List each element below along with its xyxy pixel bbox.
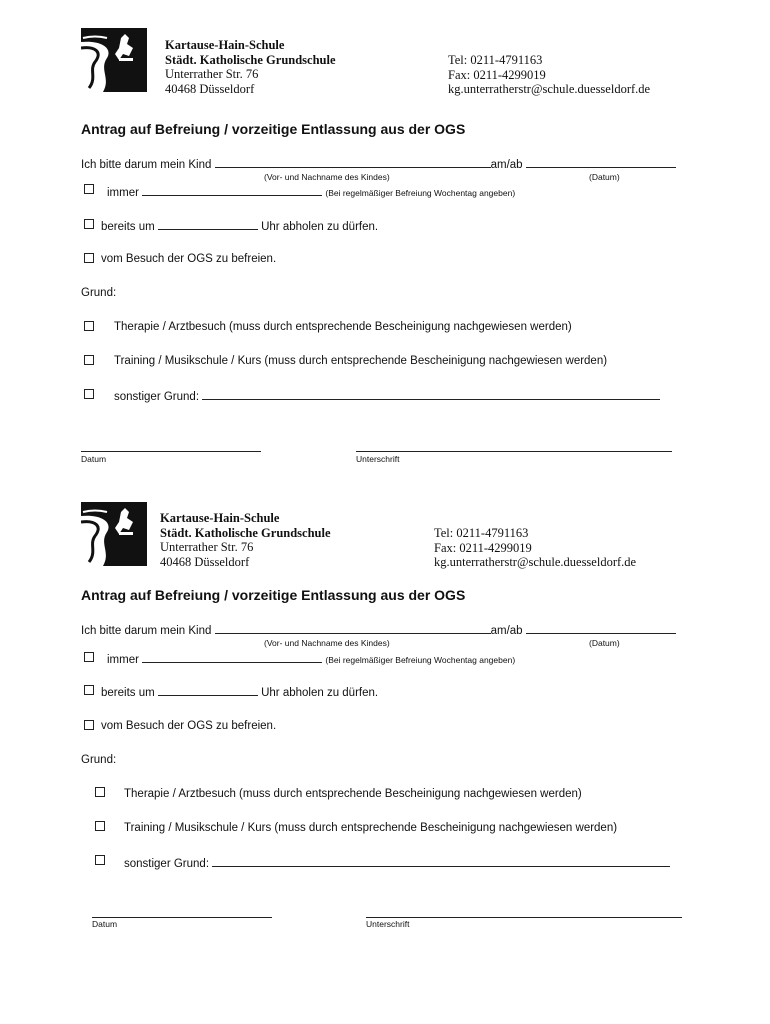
- date-signature-line[interactable]: [81, 451, 261, 452]
- school-email[interactable]: kg.unterratherstr@schule.duesseldorf.de: [448, 82, 651, 97]
- checkbox-reason-training[interactable]: [95, 821, 105, 831]
- school-street: Unterrather Str. 76: [165, 67, 259, 82]
- form-title: Antrag auf Befreiung / vorzeitige Entlassung aus der OGS: [81, 121, 466, 137]
- checkbox-reason-other[interactable]: [95, 855, 105, 865]
- school-street: Unterrather Str. 76: [160, 540, 254, 555]
- hint-date: (Datum): [589, 638, 620, 648]
- checkbox-always[interactable]: [84, 184, 94, 194]
- reason-other: [124, 856, 670, 870]
- reason-label: Grund:: [81, 287, 117, 299]
- child-name-field[interactable]: [215, 157, 491, 168]
- reason-other-label: sonstiger Grund:: [114, 391, 200, 403]
- reason-therapy: Therapie / Arztbesuch (muss durch entsprechende Bescheinigung nachgewiesen werden): [124, 788, 582, 800]
- request-amab: am/ab: [490, 159, 523, 171]
- request-prefix: Ich bitte darum mein Kind: [81, 625, 212, 637]
- hint-child-name: (Vor- und Nachname des Kindes): [264, 172, 390, 182]
- school-contact: [448, 53, 650, 97]
- checkbox-pickup[interactable]: [84, 219, 94, 229]
- option-always: [107, 185, 515, 199]
- reason-label: Grund:: [81, 754, 117, 766]
- option-always-label: immer: [107, 187, 139, 199]
- school-fax: Fax: 0211-4299019: [448, 67, 546, 82]
- checkbox-reason-other[interactable]: [84, 389, 94, 399]
- school-tel: Tel: 0211-4791163: [434, 526, 529, 540]
- application-form-2: [0, 470, 770, 940]
- option-pickup: [101, 685, 378, 699]
- pickup-time-field[interactable]: [158, 219, 258, 230]
- date-signature-line[interactable]: [92, 917, 272, 918]
- date-signature-label: Datum: [92, 919, 118, 929]
- option-pickup-suffix: Uhr abholen zu dürfen.: [261, 221, 379, 233]
- form-title: Antrag auf Befreiung / vorzeitige Entlassung aus der OGS: [81, 587, 466, 603]
- option-exempt: vom Besuch der OGS zu befreien.: [101, 720, 277, 732]
- other-reason-field[interactable]: [202, 389, 660, 400]
- school-city: 40468 Düsseldorf: [165, 81, 255, 96]
- school-name: Kartause-Hain-Schule: [165, 38, 285, 52]
- checkbox-exempt[interactable]: [84, 720, 94, 730]
- weekday-field[interactable]: [142, 652, 322, 663]
- signature-label: Unterschrift: [366, 919, 410, 929]
- school-email[interactable]: kg.unterratherstr@schule.duesseldorf.de: [434, 555, 637, 570]
- option-exempt: vom Besuch der OGS zu befreien.: [101, 253, 277, 265]
- reason-other-label: sonstiger Grund:: [124, 858, 210, 870]
- reason-therapy: Therapie / Arztbesuch (muss durch entsprechende Bescheinigung nachgewiesen werden): [114, 321, 572, 333]
- request-amab: am/ab: [490, 625, 523, 637]
- weekday-field[interactable]: [142, 185, 322, 196]
- date-field[interactable]: [526, 623, 676, 634]
- option-always: [107, 652, 515, 666]
- school-type: Städt. Katholische Grundschule: [160, 525, 331, 540]
- option-pickup-prefix: bereits um: [101, 221, 155, 233]
- request-prefix: Ich bitte darum mein Kind: [81, 159, 212, 171]
- option-pickup-prefix: bereits um: [101, 687, 155, 699]
- reason-training: Training / Musikschule / Kurs (muss durch entsprechende Bescheinigung nachgewiesen werden): [124, 822, 618, 834]
- hint-weekday: (Bei regelmäßiger Befreiung Wochentag angeben): [325, 655, 516, 665]
- checkbox-always[interactable]: [84, 652, 94, 662]
- school-address: [165, 38, 336, 96]
- signature-line[interactable]: [356, 451, 672, 452]
- school-fax: Fax: 0211-4299019: [434, 540, 532, 555]
- option-pickup: [101, 219, 378, 233]
- checkbox-reason-therapy[interactable]: [84, 321, 94, 331]
- checkbox-reason-therapy[interactable]: [95, 787, 105, 797]
- school-type: Städt. Katholische Grundschule: [165, 52, 336, 67]
- child-name-field[interactable]: [215, 623, 491, 634]
- date-field[interactable]: [526, 157, 676, 168]
- other-reason-field[interactable]: [212, 856, 670, 867]
- school-logo-icon: [81, 28, 147, 92]
- checkbox-reason-training[interactable]: [84, 355, 94, 365]
- signature-line[interactable]: [366, 917, 682, 918]
- school-address: [160, 511, 331, 569]
- hint-date: (Datum): [589, 172, 620, 182]
- checkbox-exempt[interactable]: [84, 253, 94, 263]
- signature-label: Unterschrift: [356, 454, 400, 464]
- school-logo-icon: [81, 502, 147, 566]
- school-city: 40468 Düsseldorf: [160, 554, 250, 569]
- date-signature-label: Datum: [81, 454, 107, 464]
- request-line: [81, 623, 676, 637]
- application-form-1: [0, 0, 770, 470]
- school-contact: [434, 526, 636, 570]
- reason-other: [114, 389, 660, 403]
- option-pickup-suffix: Uhr abholen zu dürfen.: [261, 687, 379, 699]
- school-tel: Tel: 0211-4791163: [448, 53, 543, 67]
- reason-training: Training / Musikschule / Kurs (muss durch entsprechende Bescheinigung nachgewiesen werden): [114, 355, 608, 367]
- option-always-label: immer: [107, 654, 139, 666]
- hint-child-name: (Vor- und Nachname des Kindes): [264, 638, 390, 648]
- school-name: Kartause-Hain-Schule: [160, 511, 280, 525]
- request-line: [81, 157, 676, 171]
- pickup-time-field[interactable]: [158, 685, 258, 696]
- checkbox-pickup[interactable]: [84, 685, 94, 695]
- hint-weekday: (Bei regelmäßiger Befreiung Wochentag angeben): [325, 188, 516, 198]
